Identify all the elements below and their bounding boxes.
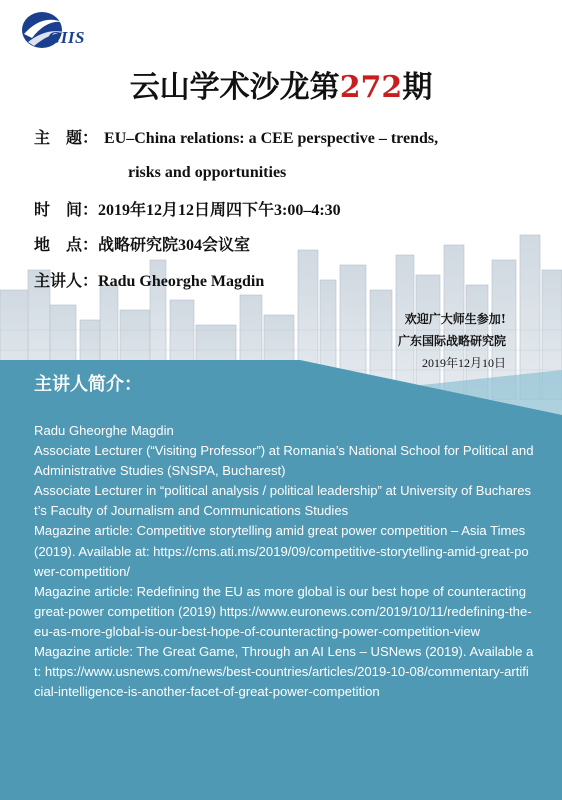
time-label: 时 间： bbox=[34, 200, 99, 219]
speaker-bio bbox=[34, 421, 534, 702]
topic-label: 主 题： bbox=[34, 128, 99, 147]
place-value: 战略研究院304会议室 bbox=[98, 237, 251, 254]
speaker-row bbox=[34, 268, 264, 291]
bio-paragraph: Magazine article: The Great Game, Through an AI Lens – USNews (2019). Available at: https://www.usnews.com/news/best-countries/articles/2019-10-08/commentary-artificial-intelligence-is-another-facet-of-great-power-competition bbox=[34, 644, 534, 700]
title-suffix: 期 bbox=[402, 70, 433, 105]
bio-paragraph: Magazine article: Redefining the EU as more global is our best hope of counteracting great-power competition (2019) https://www.euronews.com/2019/10/11/redefining-the-eu-as-more-global-is-our-best-hope-of-counteracting-power-competition-view bbox=[34, 583, 532, 639]
time-row bbox=[34, 197, 341, 220]
title-prefix: 云山学术沙龙第 bbox=[129, 70, 340, 105]
intro-heading: 主讲人简介： bbox=[34, 374, 142, 395]
page-title bbox=[0, 62, 562, 106]
speaker-label: 主讲人： bbox=[34, 271, 99, 290]
topic-row bbox=[34, 125, 438, 148]
place-row bbox=[34, 232, 250, 255]
bio-paragraph: Associate Lecturer in “political analysis / political leadership” at University of Bucharest’s Faculty of Journalism and Communications Studies bbox=[34, 483, 532, 519]
speaker-value: Radu Gheorghe Magdin bbox=[98, 273, 265, 290]
topic-row-2 bbox=[128, 162, 286, 182]
topic-line1: EU–China relations: a CEE perspective – trends, bbox=[104, 130, 439, 147]
bio-paragraph: Magazine article: Competitive storytelling amid great power competition – Asia Times (2019). Available at: https://cms.ati.ms/2019/09/competitive-storytelling-amid-great-power-competition/ bbox=[34, 523, 529, 579]
bio-paragraph: Radu Gheorghe Magdin bbox=[34, 423, 174, 438]
title-number: 272 bbox=[339, 70, 403, 105]
welcome-line1: 欢迎广大师生参加! bbox=[404, 312, 506, 326]
welcome-date: 2019年12月10日 bbox=[421, 356, 506, 370]
welcome-line2: 广东国际战略研究院 bbox=[397, 334, 506, 348]
bio-paragraph: Associate Lecturer (“Visiting Professor”) at Romania’s National School for Political and Administrative Studies (SNSPA, Bucharest) bbox=[34, 443, 534, 479]
place-label: 地 点： bbox=[34, 235, 99, 254]
topic-line2: risks and opportunities bbox=[128, 164, 287, 181]
time-value: 2019年12月12日周四下午3:00–4:30 bbox=[98, 202, 341, 219]
logo-text: GIIS bbox=[48, 28, 85, 47]
